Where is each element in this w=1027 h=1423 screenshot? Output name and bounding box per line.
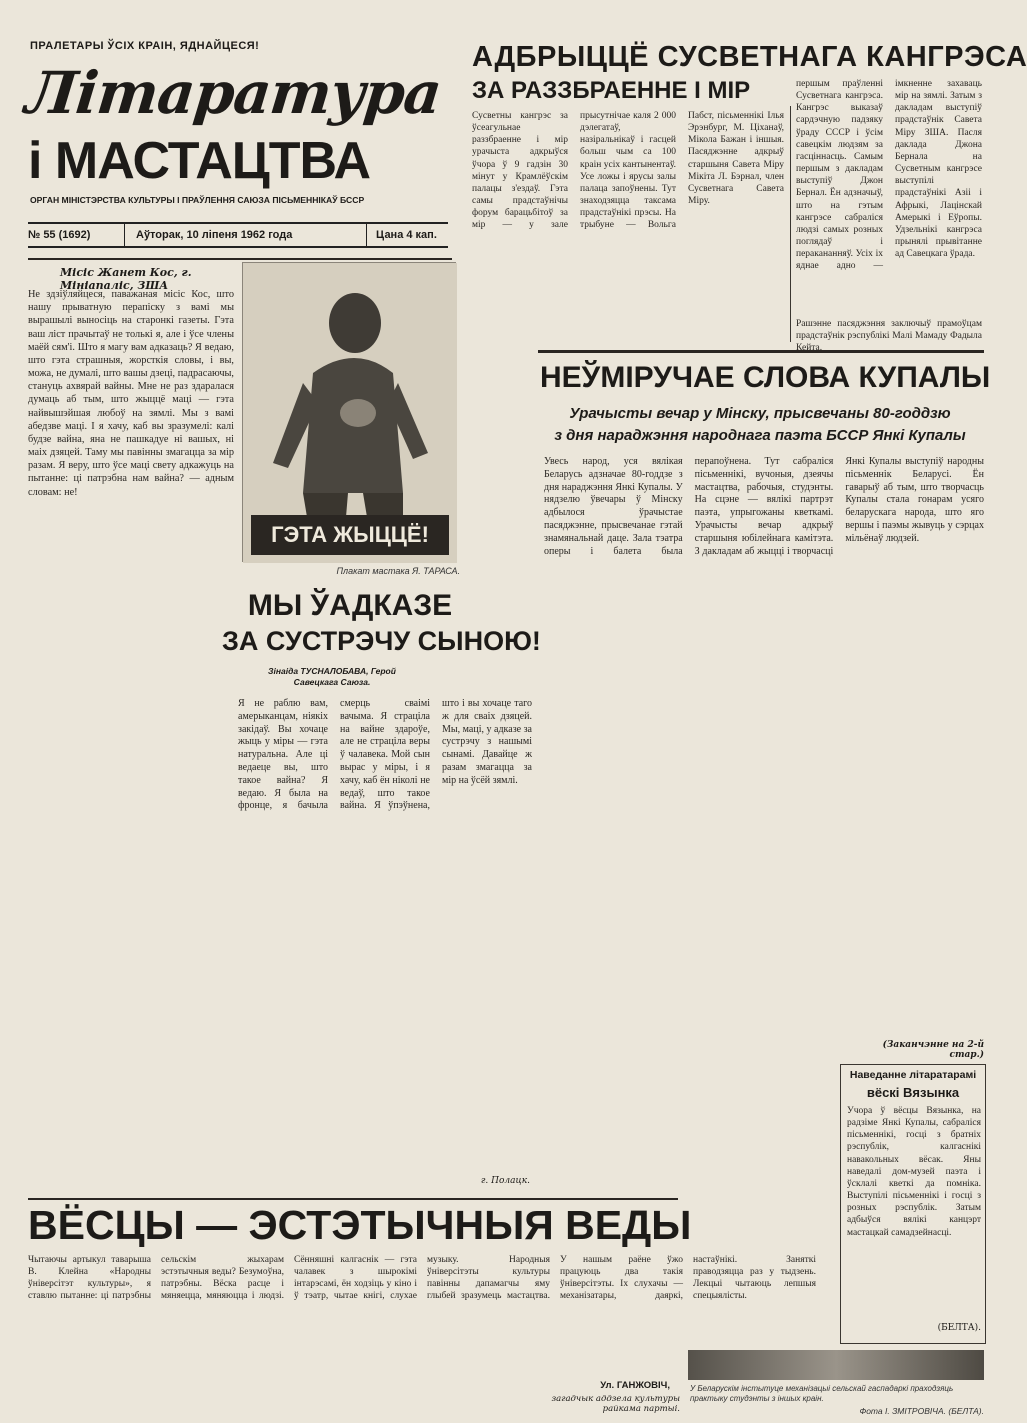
vyazynka-text: Учора ў вёсцы Вязынка, на радзіме Янкі Купалы, сабраліся пісьменнікі, госці з братніх рэспублік, калгаснікі навакольных вёсак. Яны наведалі дом-музей паэта і ўсклалі кветкі да помніка. Выступілі пісьменнікі і госці з розных рэспублік. Затым адбыўся вялікі канцэрт мастацкай самадзейнасці. [847, 1106, 981, 1238]
slogan: ПРАЛЕТАРЫ ЎСІХ КРАІН, ЯДНАЙЦЕСЯ! [30, 40, 260, 52]
son-text: Я не раблю вам, амерыканцам, ніякіх закідаў. Вы хочаце жыць у міры — гэта натуральна. Але ці ведаеце вы, што такое вайна? Я ведаю. Я была на фронце, я бачыла смерць сваімі вачыма. Я страціла на вайне здароўе, але не страціла веры ў чалавека. Мой сын вырас у міры, і я хачу, каб ён ніколі не ведаў, што такое вайна. Я ўпэўнена, што і вы хочаце таго ж для сваіх дзяцей. Мы, маці, у адказе за сустрэчу з нашымі сынамі. Давайце ж разам змагацца за мір на ўсёй зямлі. [238, 698, 532, 812]
kos-heading: Місіс Жанет Кос, г. Мініапаліс, ЗША [60, 266, 192, 292]
bottom-photo-credit: Фота І. ЗМІТРОВІЧА. (БЕЛТА). [859, 1406, 984, 1416]
issue-bar [28, 222, 448, 248]
son-headline-line2: ЗА СУСТРЭЧУ СЫНОЮ! [222, 626, 541, 656]
kupala-subhead-line2: з дня нараджэння народнага паэта БССР Янкі Купалы [554, 427, 966, 444]
congress-text-left: Сусветны кангрэс за ўсеагульнае раззбраенне і мір урачыста адкрыўся ўчора ў 9 гадзін 30 мінут у Крамлёўскім палацы з'ездаў. Гэта самы прадстаўнічы форум барацьбітоў за мір — у зале прысутнічае каля 2 000 дэлегатаў, назіральнікаў і гасцей больш чым са 100 краін усіх кантынентаў. Усе ложы і ярусы залы палаца запоўнены. Тут знаходзяцца таксама прадстаўнікі прэсы. На трыбуне — Вольга Пабст, пісьменнікі Ілья Эрэнбург, М. Ціханаў, Мікола Бажан і іншыя. Пасяджэнне адкрыў старшыня Савета Міру Мікіта Л. Бэрнал, член Сусветнага Савета Міру. [472, 111, 784, 231]
kupala-subhead-line1: Урачысты вечар у Мінску, прысвечаны 80-годдзю [569, 405, 951, 422]
masthead-title-line2: і МАСТАЦТВА [28, 132, 371, 190]
aesthetics-headline: ВЁСЦЫ — ЭСТЭТЫЧНЫЯ ВЕДЫ [28, 1202, 692, 1248]
aesthetics-author: Ул. ГАНЖОВІЧ, [600, 1380, 670, 1391]
poster-image [242, 262, 456, 562]
masthead-title-line1: Літаратура [22, 59, 445, 127]
son-place: г. Полацк. [480, 1176, 530, 1186]
aesthetics-text: Чытаючы артыкул таварыша В. Клейна «Народны ўніверсітэт культуры», я ставлю пытанне: ці патрэбны сельскім жыхарам эстэтычныя веды? Безумоўна, патрэбны. Вёска расце і мяняецца, мяняюцца і людзі. Сённяшні калгаснік — гэта чалавек з шырокімі інтарэсамі, ён ходзіць у кіно і ў тэатр, чытае кнігі, слухае музыку. Народныя ўніверсітэты культуры павінны дапамагчы яму глыбей зразумець мастацтва. У нашым раёне ўжо працуюць два такія ўніверсітэты. Іх слухачы — механізатары, даяркі, настаўнікі. Заняткі праводзяцца раз у тыдзень. Лекцыі чытаюць лепшыя спецыялісты. [28, 1255, 816, 1302]
issue-date: Аўторак, 10 ліпеня 1962 года [136, 229, 293, 241]
vyazynka-box [840, 1064, 986, 1344]
kos-text: Не здзіўляйцеся, паважаная місіс Кос, што нашу прыватную перапіску з вамі мы вырашылі выносіць на старонкі газеты. Гэта ваш ліст прачытаў не толькі я, але і ўсе члены маёй сям'і. Што я магу вам адказаць? Я ведаю, што гэта страшныя, жорсткія словы, і вы, можа, не думалі, што вашы дзеці, падрасаючы, стануць ахвярай вайны. Мне не раз здаралася думаць аб тым, што жыццё маці — гэта найвышэйшая любоў на зямлі. Мы з вамі абедзве маці. І я хачу, каб вы зразумелі: калі будзе вайна, яна не пашкадуе ні вашых, ні маіх дзяцей. Таму мы павінны змагацца за мір разам. Я веру, што ўсе маці свету адкажуць на пытанне: ці патрэбна нам вайна? — адным словам: не! [28, 289, 234, 498]
poster-caption: Плакат мастака Я. ТАРАСА. [336, 566, 460, 576]
son-author: Зінаіда ТУСНАЛОБАВА, Герой Савецкага Саюза. [268, 666, 396, 687]
vyazynka-heading-line2: вёскі Вязынка [866, 1085, 960, 1100]
congress-text-right: першым праўленні Сусветнага кангрэса. Кангрэс выказаў сардэчную падзяку ўраду СССР і ўсім савецкім людзям за гасціннасць. Самым першым з дакладам выступіў Джон Бернал. Ён адзначыў, што на гэтым кангрэсе сабраліся людзі самых розных поглядаў і перакананняў. Усіх іх яднае адно — імкненне захаваць мір на зямлі. Затым з дакладам выступіў прадстаўнік Савета Міру ЗША. Пасля даклада Джона Бернала на Сусветным кангрэсе выступілі прадстаўнікі Азіі і Афрыкі, Лацінскай Амерыкі і Еўропы. Удзельнікі кангрэса прынялі прывітанне ад Савецкага ўрада. [796, 79, 982, 272]
congress-headline: АДБРЫЦЦЁ СУСВЕТНАГА КАНГРЭСА [472, 41, 1027, 73]
bottom-photo-caption: У Беларускім інстытуце механізацыі сельскай гаспадаркі праходзяць практыку студэнты з іншых краін. [690, 1384, 954, 1403]
poster-slogan: ГЭТА ЖЫЦЦЁ! [251, 515, 449, 555]
issue-number: № 55 (1692) [28, 229, 91, 241]
kupala-continued: (Заканчэнне на 2-й стар.) [882, 1040, 984, 1060]
vyazynka-heading-line1: Наведанне літаратарамі [849, 1069, 977, 1081]
kupala-headline: НЕЎМІРУЧАЕ СЛОВА КУПАЛЫ [540, 361, 991, 394]
issue-price: Цана 4 кап. [376, 229, 437, 241]
kupala-text: Увесь народ, уся вялікая Беларусь адзначае 80-годдзе з дня нараджэння Янкі Купалы. У нядзелю ўвечары ў Мінску адбылося ўрачыстае пасяджэнне, прысвечанае гэтай знамянальнай даце. Зала тэатра оперы і балета была перапоўнена. Тут сабраліся пісьменнікі, вучоныя, дзеячы мастацтва, рабочыя, студэнты. На сцэне — вялікі партрэт паэта, упрыгожаны кветкамі. Урачысты вечар адкрыў старшыня юбілейнага камітэта. З дакладам аб жыцці і творчасці Янкі Купалы выступіў народны пісьменнік Беларусі. Ён гаварыў аб тым, што творчасць Купалы стала гонарам усяго беларускага народа, што яго вершы і паэмы жывуць у сэрцах мільёнаў людзей. [544, 456, 984, 557]
congress-text-bottom: Рашэнне пасяджэння заключыў прамоўцам прадстаўнік рэспублікі Малі Мамаду Фадыла Кейта. [796, 319, 982, 354]
vyazynka-source: (БЕЛТА). [937, 1323, 981, 1333]
son-headline-line1: МЫ ЎАДКАЗЕ [247, 589, 453, 622]
aesthetics-author-role: загадчык аддзела культуры райкама партыі. [551, 1394, 680, 1414]
congress-subhead: ЗА РАЗЗБРАЕННЕ І МІР [472, 77, 751, 104]
masthead-subtitle: ОРГАН МІНІСТЭРСТВА КУЛЬТУРЫ І ПРАЎЛЕННЯ САЮЗА ПІСЬМЕННІКАЎ БССР [30, 195, 365, 205]
